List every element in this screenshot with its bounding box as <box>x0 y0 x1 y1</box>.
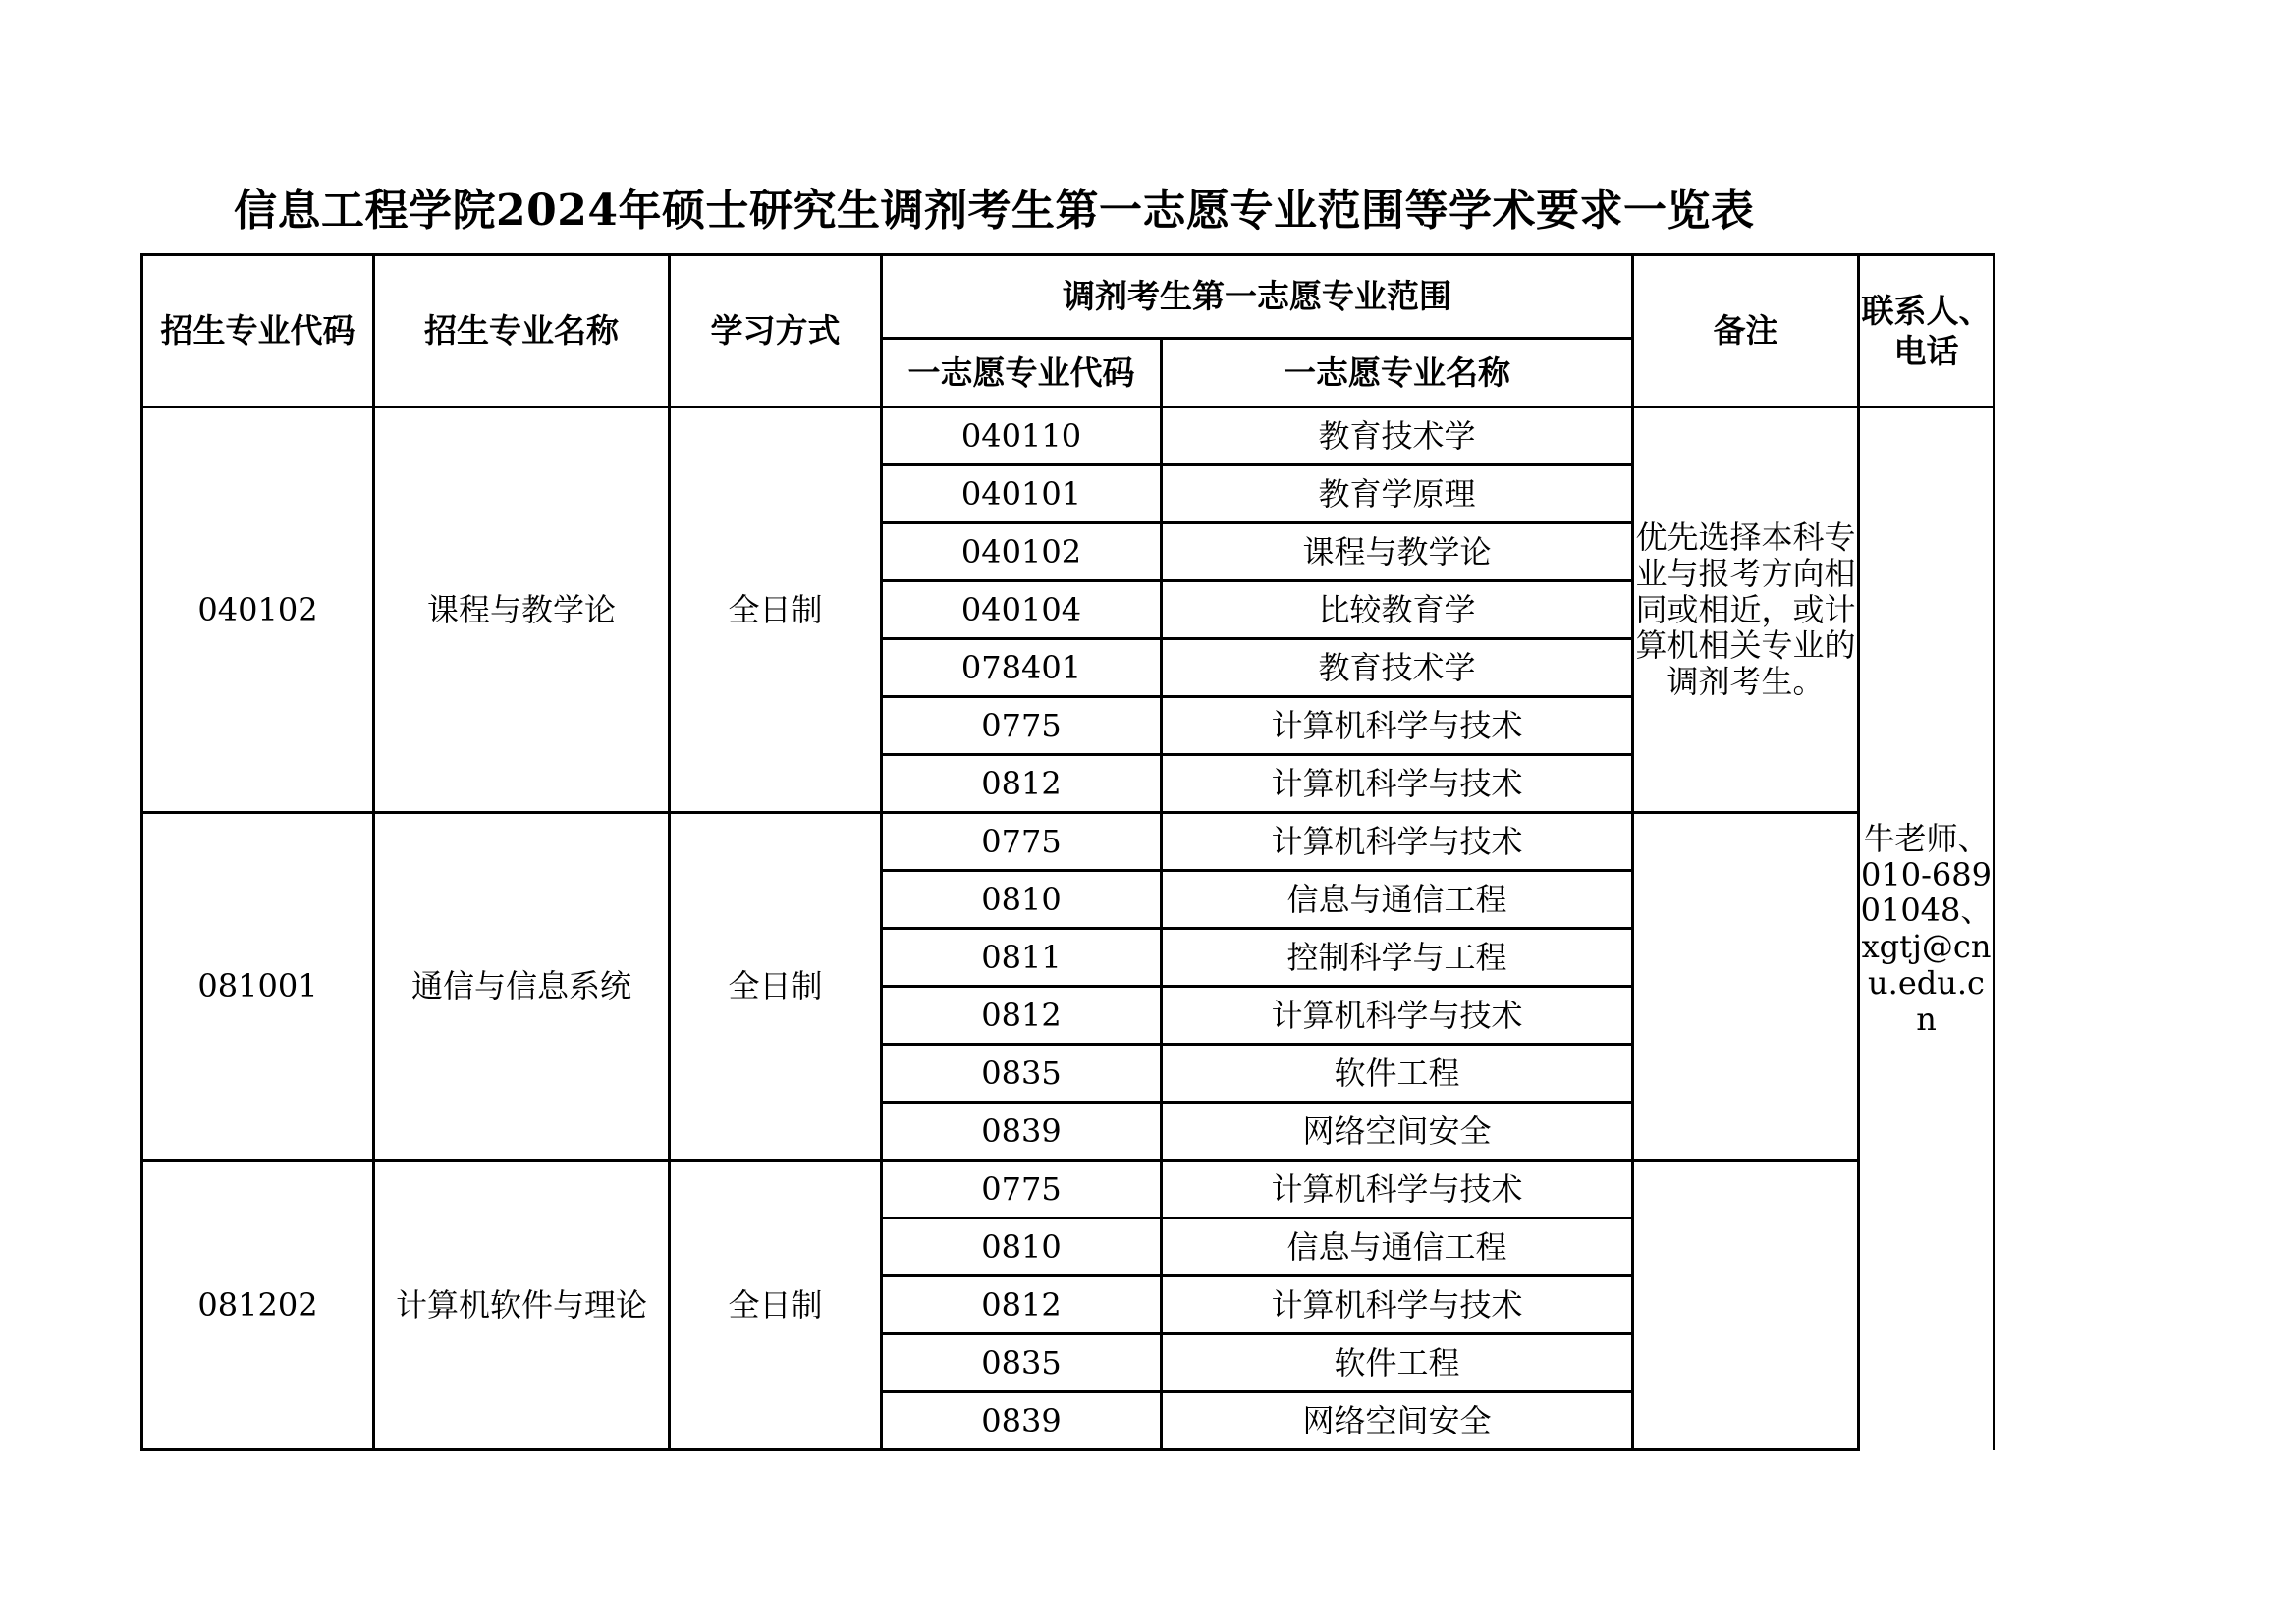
header-contact: 联系人、电话 <box>1859 255 1995 407</box>
first-choice-code: 0835 <box>882 1045 1162 1103</box>
first-choice-code: 0839 <box>882 1103 1162 1161</box>
first-choice-code: 0810 <box>882 1218 1162 1276</box>
header-code: 招生专业代码 <box>142 255 374 407</box>
header-first-name: 一志愿专业名称 <box>1162 339 1633 407</box>
header-name: 招生专业名称 <box>374 255 670 407</box>
first-choice-name: 课程与教学论 <box>1162 523 1633 581</box>
first-choice-name: 信息与通信工程 <box>1162 1218 1633 1276</box>
first-choice-name: 计算机科学与技术 <box>1162 1161 1633 1218</box>
major-name: 计算机软件与理论 <box>374 1161 670 1450</box>
first-choice-code: 0812 <box>882 755 1162 813</box>
first-choice-name: 控制科学与工程 <box>1162 929 1633 987</box>
first-choice-name: 计算机科学与技术 <box>1162 697 1633 755</box>
first-choice-name: 计算机科学与技术 <box>1162 755 1633 813</box>
major-code: 081001 <box>142 813 374 1161</box>
first-choice-name: 计算机科学与技术 <box>1162 813 1633 871</box>
first-choice-name: 网络空间安全 <box>1162 1392 1633 1450</box>
study-mode: 全日制 <box>670 407 882 813</box>
first-choice-name: 比较教育学 <box>1162 581 1633 639</box>
page-title: 信息工程学院2024年硕士研究生调剂考生第一志愿专业范围等学术要求一览表 <box>234 186 1755 236</box>
first-choice-name: 教育学原理 <box>1162 465 1633 523</box>
first-choice-name: 信息与通信工程 <box>1162 871 1633 929</box>
note-cell: 优先选择本科专业与报考方向相同或相近，或计算机相关专业的调剂考生。 <box>1633 407 1859 813</box>
first-choice-code: 0839 <box>882 1392 1162 1450</box>
first-choice-code: 0775 <box>882 1161 1162 1218</box>
contact-cell: 牛老师、010-68901048、xgtj@cnu.edu.cn <box>1859 407 1995 1450</box>
major-code: 040102 <box>142 407 374 813</box>
first-choice-code: 040102 <box>882 523 1162 581</box>
note-cell-empty <box>1633 813 1859 1161</box>
first-choice-code: 0835 <box>882 1334 1162 1392</box>
header-range: 调剂考生第一志愿专业范围 <box>882 255 1633 339</box>
header-note: 备注 <box>1633 255 1859 407</box>
first-choice-name: 网络空间安全 <box>1162 1103 1633 1161</box>
first-choice-name: 软件工程 <box>1162 1045 1633 1103</box>
header-mode: 学习方式 <box>670 255 882 407</box>
first-choice-code: 0775 <box>882 697 1162 755</box>
first-choice-code: 0812 <box>882 987 1162 1045</box>
requirements-table <box>140 253 1995 1451</box>
first-choice-code: 040101 <box>882 465 1162 523</box>
first-choice-name: 软件工程 <box>1162 1334 1633 1392</box>
table-row <box>142 813 1995 871</box>
table-row <box>142 407 1995 465</box>
first-choice-code: 0810 <box>882 871 1162 929</box>
first-choice-name: 计算机科学与技术 <box>1162 987 1633 1045</box>
major-name: 课程与教学论 <box>374 407 670 813</box>
first-choice-name: 计算机科学与技术 <box>1162 1276 1633 1334</box>
first-choice-name: 教育技术学 <box>1162 407 1633 465</box>
first-choice-code: 0775 <box>882 813 1162 871</box>
header-first-code: 一志愿专业代码 <box>882 339 1162 407</box>
first-choice-code: 0811 <box>882 929 1162 987</box>
first-choice-code: 078401 <box>882 639 1162 697</box>
table-row <box>142 1161 1995 1218</box>
first-choice-code: 040110 <box>882 407 1162 465</box>
study-mode: 全日制 <box>670 813 882 1161</box>
study-mode: 全日制 <box>670 1161 882 1450</box>
note-cell-empty <box>1633 1161 1859 1450</box>
major-name: 通信与信息系统 <box>374 813 670 1161</box>
first-choice-code: 0812 <box>882 1276 1162 1334</box>
first-choice-code: 040104 <box>882 581 1162 639</box>
first-choice-name: 教育技术学 <box>1162 639 1633 697</box>
major-code: 081202 <box>142 1161 374 1450</box>
